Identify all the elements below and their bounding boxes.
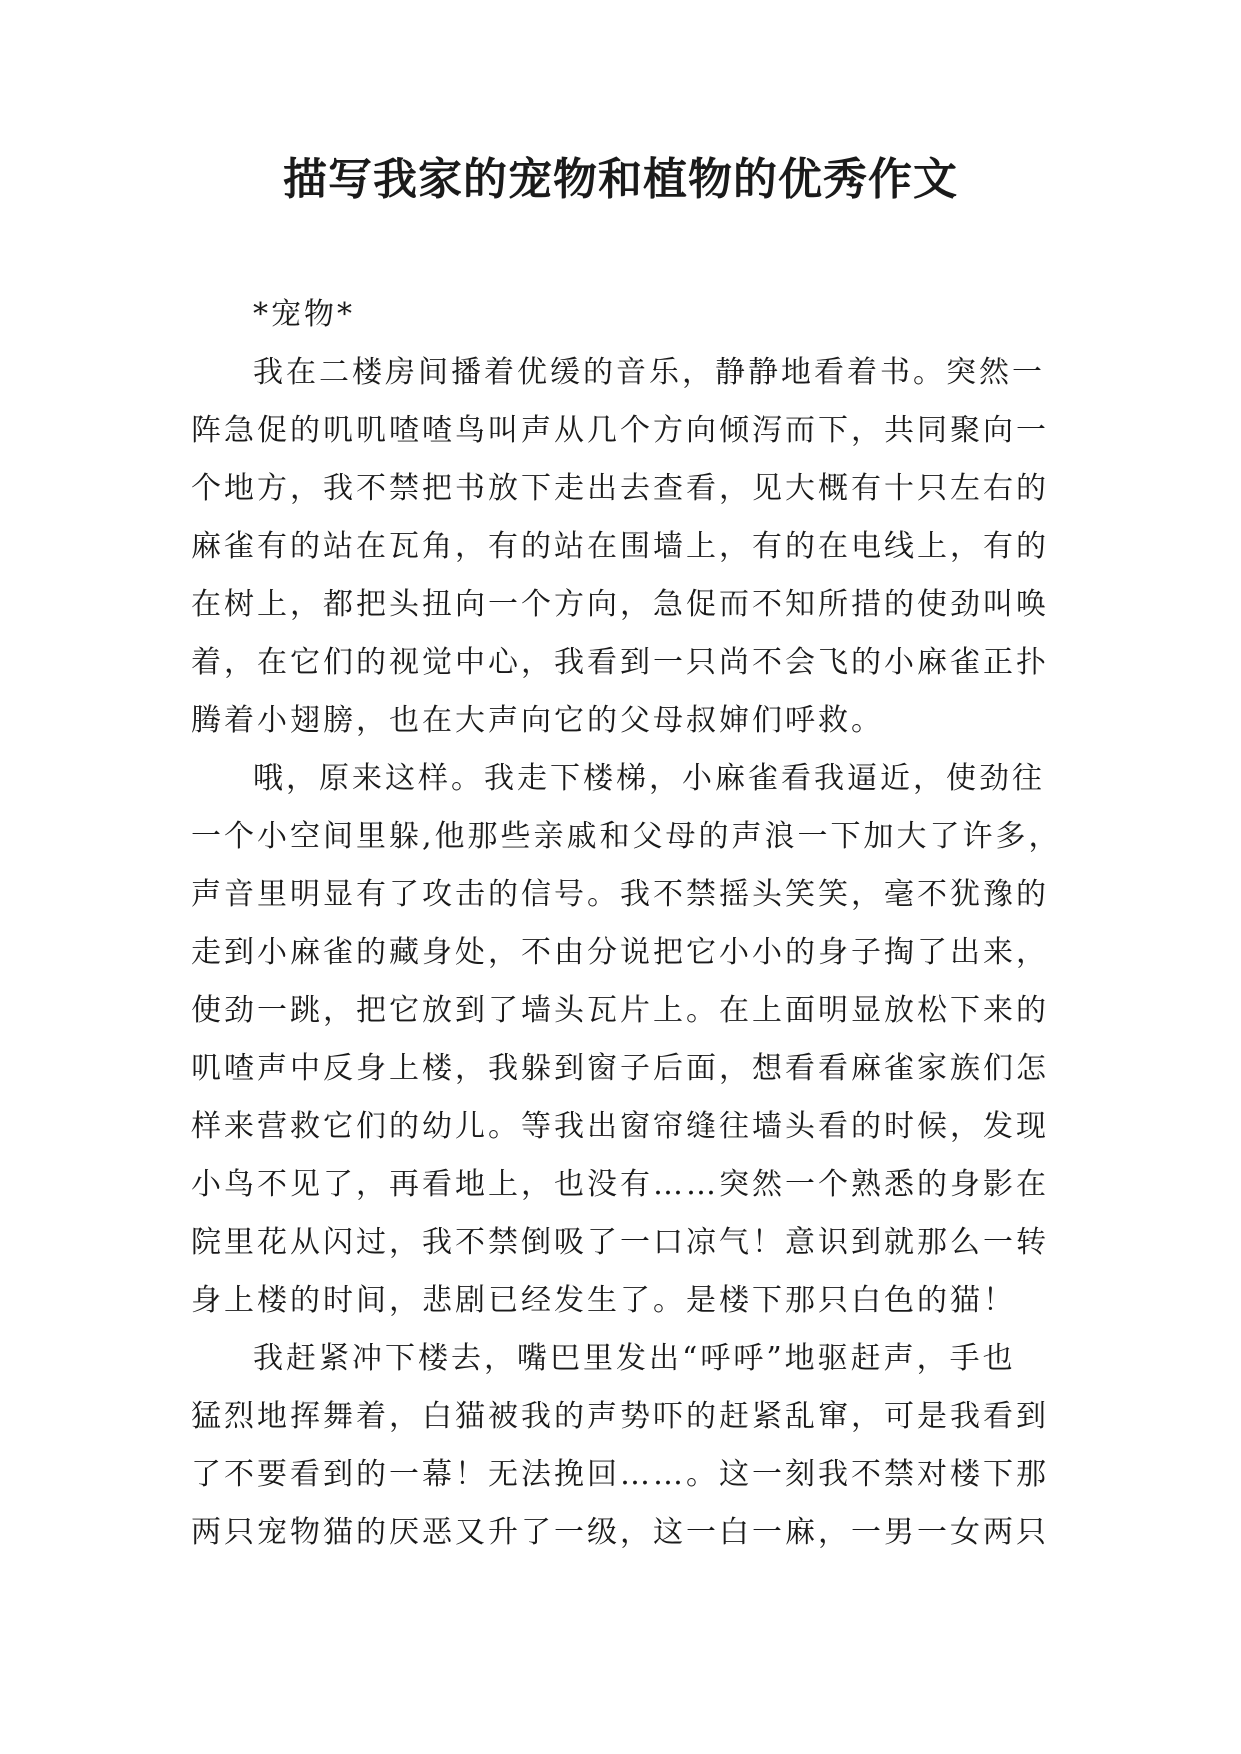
paragraph-line: 哦，原来这样。我走下楼梯，小麻雀看我逼近，使劲往: [253, 761, 1045, 796]
paragraph-line: 我在二楼房间播着优缓的音乐，静静地看着书。突然一: [253, 355, 1045, 390]
paragraph-line: 个地方，我不禁把书放下走出去查看，见大概有十只左右的: [191, 471, 1049, 506]
paragraph-line: 阵急促的叽叽喳喳鸟叫声从几个方向倾泻而下，共同聚向一: [191, 413, 1049, 448]
section-heading: *宠物*: [253, 297, 355, 332]
paragraph-line: 样来营救它们的幼儿。等我出窗帘缝往墙头看的时候，发现: [191, 1109, 1049, 1144]
paragraph-line: 身上楼的时间，悲剧已经发生了。是楼下那只白色的猫！: [191, 1283, 1016, 1318]
paragraph-line: 走到小麻雀的藏身处，不由分说把它小小的身子掏了出来，: [191, 935, 1049, 970]
paragraph-line: 着，在它们的视觉中心，我看到一只尚不会飞的小麻雀正扑: [191, 645, 1049, 680]
document-title: 描写我家的宠物和植物的优秀作文: [283, 154, 958, 205]
paragraph-line: 院里花从闪过，我不禁倒吸了一口凉气！意识到就那么一转: [191, 1225, 1049, 1260]
paragraph-line: 我赶紧冲下楼去，嘴巴里发出“呼呼”地驱赶声，手也: [253, 1341, 1016, 1376]
paragraph-line: 猛烈地挥舞着，白猫被我的声势吓的赶紧乱窜，可是我看到: [191, 1399, 1049, 1434]
document-body: [191, 286, 1062, 1562]
paragraph-line: 叽喳声中反身上楼，我躲到窗子后面，想看看麻雀家族们怎: [191, 1051, 1049, 1086]
paragraph-line: 腾着小翅膀，也在大声向它的父母叔婶们呼救。: [191, 703, 884, 738]
paragraph-line: 使劲一跳，把它放到了墙头瓦片上。在上面明显放松下来的: [191, 993, 1049, 1028]
paragraph-line: 小鸟不见了，再看地上，也没有……突然一个熟悉的身影在: [191, 1167, 1049, 1202]
paragraph-line: 麻雀有的站在瓦角，有的站在围墙上，有的在电线上，有的: [191, 529, 1049, 564]
paragraph-line: 了不要看到的一幕！无法挽回……。这一刻我不禁对楼下那: [191, 1457, 1049, 1492]
paragraph-line: 两只宠物猫的厌恶又升了一级，这一白一麻，一男一女两只: [191, 1515, 1049, 1550]
paragraph-line: 声音里明显有了攻击的信号。我不禁摇头笑笑，毫不犹豫的: [191, 877, 1049, 912]
paragraph-line: 在树上，都把头扭向一个方向，急促而不知所措的使劲叫唤: [191, 587, 1049, 622]
paragraph-line: 一个小空间里躲,他那些亲戚和父母的声浪一下加大了许多，: [191, 819, 1062, 854]
